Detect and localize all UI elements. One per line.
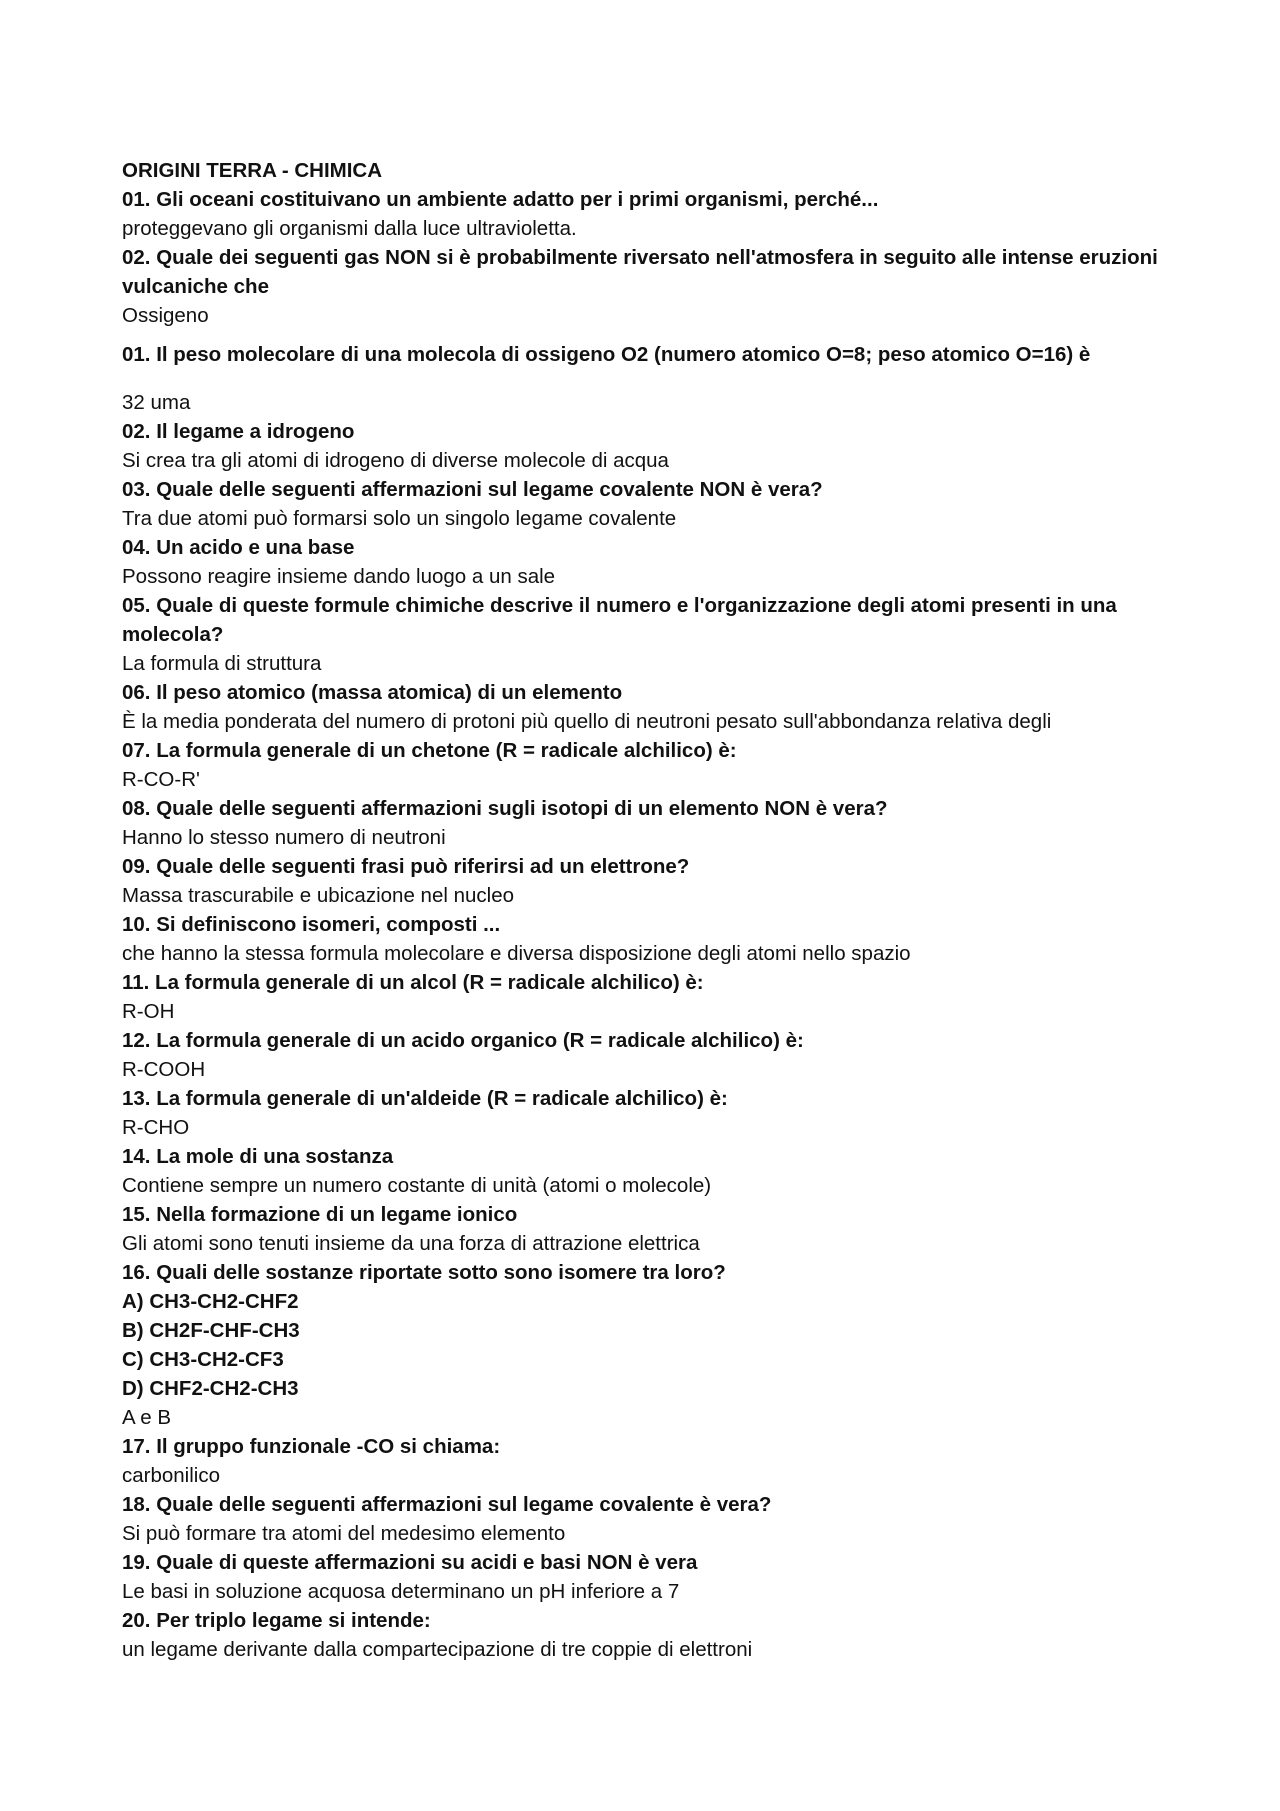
document-title: ORIGINI TERRA - CHIMICA <box>122 159 383 182</box>
question-11: 11. La formula generale di un alcol (R = radicale alchilico) è: <box>122 971 704 994</box>
question-18: 18. Quale delle seguenti affermazioni sul legame covalente è vera? <box>122 1493 772 1516</box>
question-09: 09. Quale delle seguenti frasi può riferirsi ad un elettrone? <box>122 855 690 878</box>
question-08: 08. Quale delle seguenti affermazioni sugli isotopi di un elemento NON è vera? <box>122 797 888 820</box>
answer-07: R-CO-R' <box>122 768 200 791</box>
question-02: 02. Il legame a idrogeno <box>122 420 355 443</box>
question-07: 07. La formula generale di un chetone (R = radicale alchilico) è: <box>122 739 737 762</box>
question-16: 16. Quali delle sostanze riportate sotto sono isomere tra loro? <box>122 1261 726 1284</box>
question-s1-01: 01. Gli oceani costituivano un ambiente adatto per i primi organismi, perché... <box>122 188 879 211</box>
question-03: 03. Quale delle seguenti affermazioni sul legame covalente NON è vera? <box>122 478 823 501</box>
answer-01: 32 uma <box>122 391 191 414</box>
answer-19: Le basi in soluzione acquosa determinano un pH inferiore a 7 <box>122 1580 680 1603</box>
answer-20: un legame derivante dalla compartecipazione di tre coppie di elettroni <box>122 1638 753 1661</box>
question-20: 20. Per triplo legame si intende: <box>122 1609 431 1632</box>
answer-14: Contiene sempre un numero costante di unità (atomi o molecole) <box>122 1174 712 1197</box>
answer-s1-02: Ossigeno <box>122 304 209 327</box>
answer-08: Hanno lo stesso numero di neutroni <box>122 826 446 849</box>
answer-s1-01: proteggevano gli organismi dalla luce ultravioletta. <box>122 217 577 240</box>
option-16-a: A) CH3-CH2-CHF2 <box>122 1290 299 1313</box>
document-page <box>122 156 1162 1664</box>
answer-10: che hanno la stessa formula molecolare e diversa disposizione degli atomi nello spazio <box>122 942 911 965</box>
answer-09: Massa trascurabile e ubicazione nel nucleo <box>122 884 515 907</box>
question-10: 10. Si definiscono isomeri, composti ... <box>122 913 501 936</box>
answer-02: Si crea tra gli atomi di idrogeno di diverse molecole di acqua <box>122 449 669 472</box>
answer-03: Tra due atomi può formarsi solo un singolo legame covalente <box>122 507 677 530</box>
question-04: 04. Un acido e una base <box>122 536 355 559</box>
question-12: 12. La formula generale di un acido organico (R = radicale alchilico) è: <box>122 1029 804 1052</box>
answer-17: carbonilico <box>122 1464 220 1487</box>
question-06: 06. Il peso atomico (massa atomica) di un elemento <box>122 681 623 704</box>
question-s1-02: 02. Quale dei seguenti gas NON si è probabilmente riversato nell'atmosfera in seguito alle intense eruzioni vulcaniche che <box>122 246 1158 298</box>
question-14: 14. La mole di una sostanza <box>122 1145 394 1168</box>
answer-16: A e B <box>122 1406 172 1429</box>
answer-11: R-OH <box>122 1000 175 1023</box>
question-15: 15. Nella formazione di un legame ionico <box>122 1203 518 1226</box>
question-05: 05. Quale di queste formule chimiche descrive il numero e l'organizzazione degli atomi presenti in una molecola? <box>122 594 1117 646</box>
answer-13: R-CHO <box>122 1116 190 1139</box>
option-16-c: C) CH3-CH2-CF3 <box>122 1348 284 1371</box>
answer-06: È la media ponderata del numero di protoni più quello di neutroni pesato sull'abbondanza relativa degli <box>122 710 1052 733</box>
question-13: 13. La formula generale di un'aldeide (R = radicale alchilico) è: <box>122 1087 728 1110</box>
option-16-d: D) CHF2-CH2-CH3 <box>122 1377 299 1400</box>
answer-15: Gli atomi sono tenuti insieme da una forza di attrazione elettrica <box>122 1232 700 1255</box>
answer-12: R-COOH <box>122 1058 206 1081</box>
answer-04: Possono reagire insieme dando luogo a un sale <box>122 565 556 588</box>
question-01: 01. Il peso molecolare di una molecola di ossigeno O2 (numero atomico O=8; peso atomico O=16) è <box>122 343 1091 366</box>
answer-18: Si può formare tra atomi del medesimo elemento <box>122 1522 566 1545</box>
option-16-b: B) CH2F-CHF-CH3 <box>122 1319 300 1342</box>
question-17: 17. Il gruppo funzionale -CO si chiama: <box>122 1435 501 1458</box>
question-19: 19. Quale di queste affermazioni su acidi e basi NON è vera <box>122 1551 698 1574</box>
answer-05: La formula di struttura <box>122 652 322 675</box>
